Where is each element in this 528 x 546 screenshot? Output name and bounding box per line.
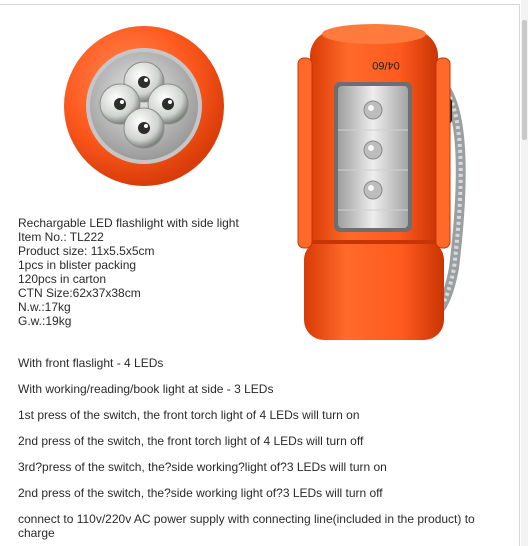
product-size: Product size: 11x5.5x5cm	[18, 244, 155, 258]
feature-item: 2nd press of the switch, the?side working light of?3 LEDs will turn off	[18, 486, 383, 500]
content-right-border	[519, 4, 520, 546]
feature-item: 2nd press of the switch, the front torch light of 4 LEDs will turn off	[18, 434, 364, 448]
net-weight: N.w.:17kg	[18, 300, 71, 314]
carton-quantity: 120pcs in carton	[18, 272, 107, 286]
packing-info: 1pcs in blister packing	[18, 258, 137, 272]
feature-item: With front flaslight - 4 LEDs	[18, 356, 164, 370]
flashlight-side-light-photo	[288, 18, 470, 348]
item-number: Item No.: TL222	[18, 230, 104, 244]
flashlight-lens-photo	[62, 24, 226, 188]
content-top-border	[0, 4, 520, 5]
product-title: Rechargable LED flashlight with side light	[18, 216, 239, 230]
svg-text:04/60: 04/60	[372, 59, 400, 71]
flashlight-label	[372, 59, 400, 71]
feature-item: 1st press of the switch, the front torch light of 4 LEDs will turn on	[18, 408, 360, 422]
feature-item: connect to 110v/220v AC power supply with connecting line(included in the product) to charge	[18, 512, 475, 540]
carton-size: CTN Size:62x37x38cm	[18, 286, 141, 300]
product-specs	[18, 216, 239, 328]
feature-item: 3rd?press of the switch, the?side working?light of?3 LEDs will turn on	[18, 460, 387, 474]
scrollbar-thumb[interactable]	[522, 20, 527, 140]
feature-item: With working/reading/book light at side - 3 LEDs	[18, 382, 274, 396]
feature-list	[18, 356, 513, 540]
gross-weight: G.w.:19kg	[18, 314, 72, 328]
